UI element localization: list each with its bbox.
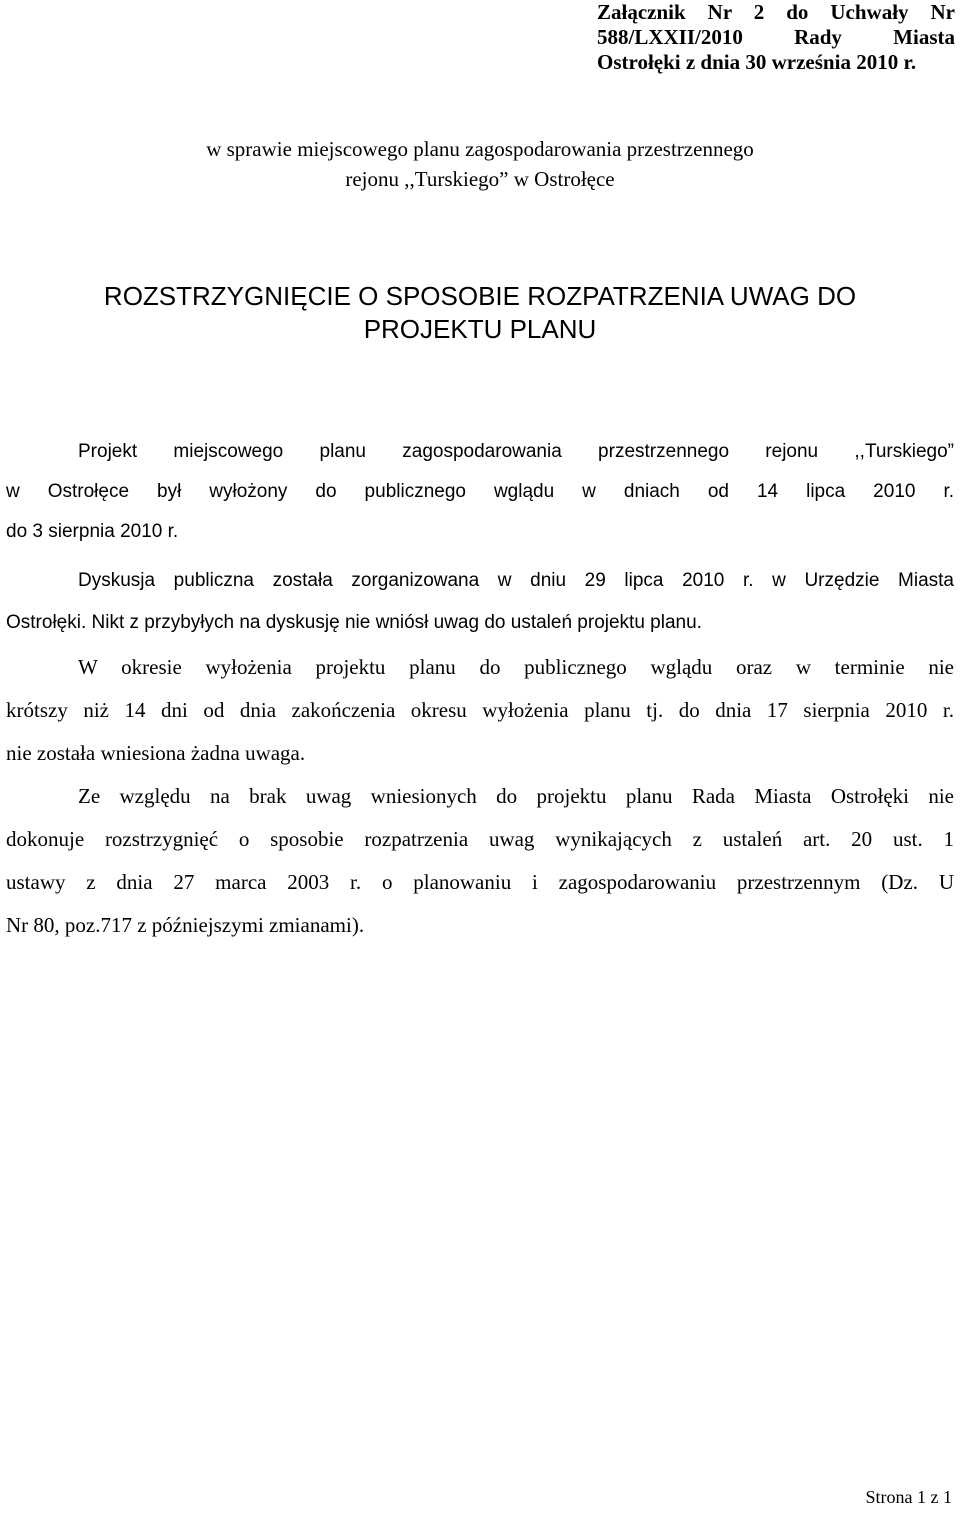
resolution-subject — [0, 134, 960, 194]
paragraph-line: Ostrołęki. Nikt z przybyłych na dyskusję nie wniósł uwag do ustaleń projektu planu. — [6, 612, 702, 633]
heading-line-2: PROJEKTU PLANU — [363, 314, 597, 344]
paragraph-line: ustawy z dnia 27 marca 2003 r. o planowaniu i zagospodarowaniu przestrzennym (Dz. U — [6, 870, 954, 894]
paragraph-line: dokonuje rozstrzygnięć o sposobie rozpatrzenia uwag wynikających z ustaleń art. 20 ust. 1 — [6, 827, 954, 851]
document-heading — [0, 280, 960, 346]
subject-line-2: rejonu ,,Turskiego” w Ostrołęce — [345, 167, 615, 191]
paragraph-line: Nr 80, poz.717 z późniejszymi zmianami). — [6, 913, 365, 937]
paragraph-line: w Ostrołęce był wyłożony do publicznego wglądu w dniach od 14 lipca 2010 r. — [6, 481, 954, 502]
annex-line-2: 588/LXXII/2010 Rady Miasta — [597, 25, 955, 49]
paragraph-line: Dyskusja publiczna została zorganizowana w dniu 29 lipca 2010 r. w Urzędzie Miasta — [78, 570, 954, 591]
annex-line-3: Ostrołęki z dnia 30 września 2010 r. — [597, 50, 917, 74]
paragraph-line: krótszy niż 14 dni od dnia zakończenia okresu wyłożenia planu tj. do dnia 17 sierpnia 2010 r. — [6, 698, 954, 722]
subject-line-1: w sprawie miejscowego planu zagospodarowania przestrzennego — [206, 137, 754, 161]
annex-line-1: Załącznik Nr 2 do Uchwały Nr — [597, 0, 955, 24]
paragraph-exhibition — [6, 432, 954, 552]
paragraph-line: Ze względu na brak uwag wniesionych do projektu planu Rada Miasta Ostrołęki nie — [78, 784, 954, 808]
heading-line-1: ROZSTRZYGNIĘCIE O SPOSOBIE ROZPATRZENIA UWAG DO — [103, 281, 857, 311]
paragraph-line: W okresie wyłożenia projektu planu do publicznego wglądu oraz w terminie nie — [78, 655, 954, 679]
paragraph-line: Projekt miejscowego planu zagospodarowania przestrzennego rejonu ,,Turskiego” — [78, 441, 954, 462]
paragraph-conclusion — [6, 775, 954, 947]
paragraph-line: nie została wniesiona żadna uwaga. — [6, 741, 306, 765]
annex-reference — [597, 0, 955, 75]
paragraph-line: do 3 sierpnia 2010 r. — [6, 521, 179, 542]
paragraph-public-discussion — [6, 560, 954, 644]
page-number: Strona 1 z 1 — [865, 1487, 952, 1507]
paragraph-no-comments — [6, 646, 954, 775]
